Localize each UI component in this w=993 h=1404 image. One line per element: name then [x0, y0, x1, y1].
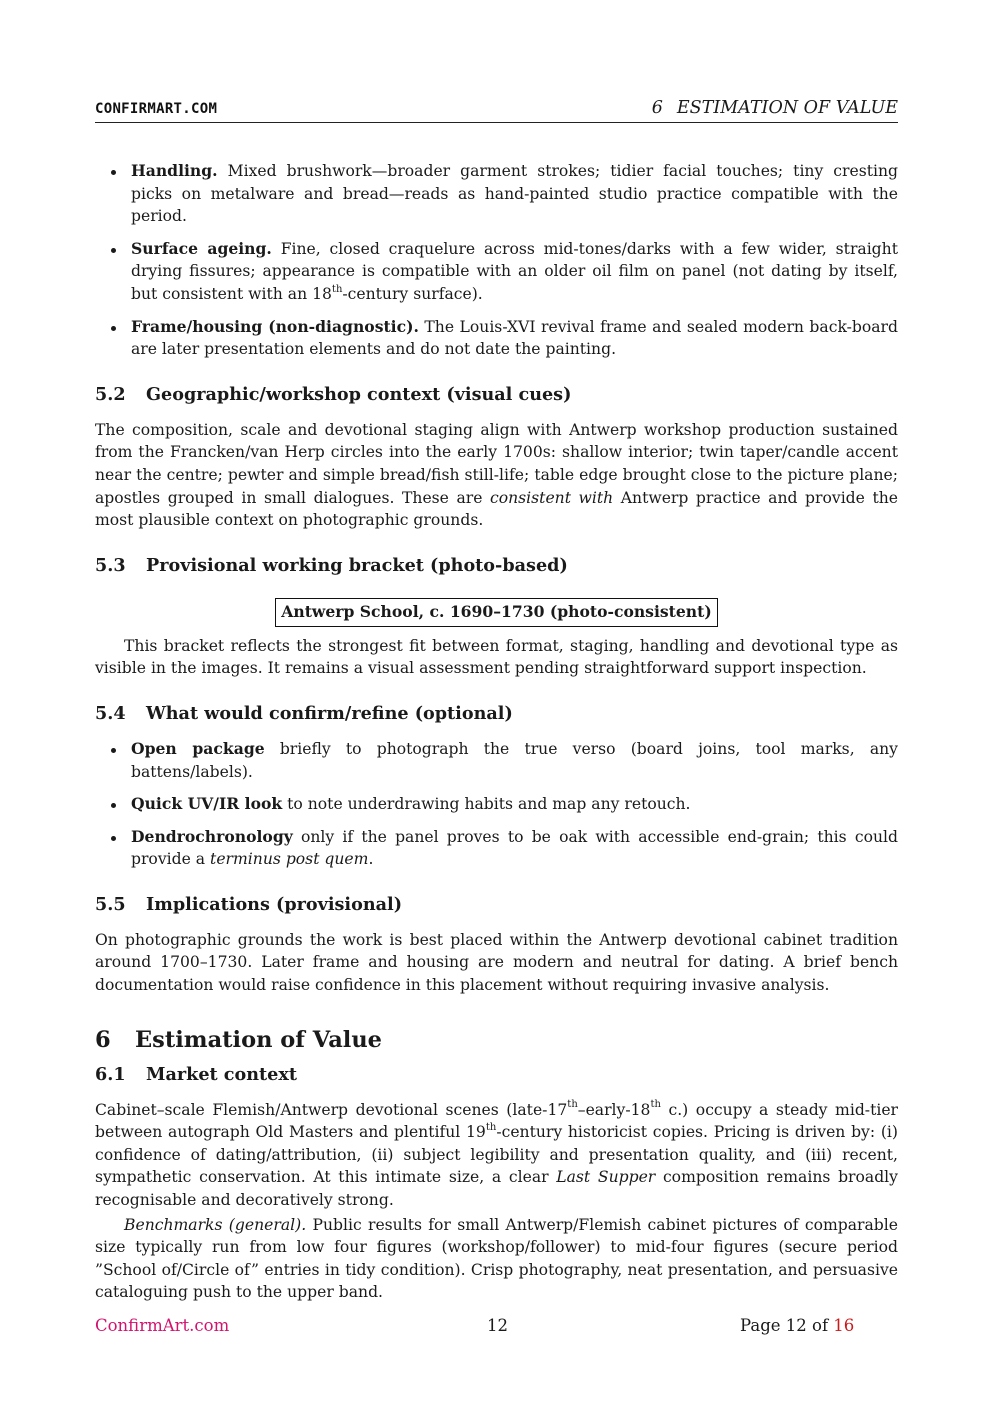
section-heading-5-5 — [95, 893, 898, 917]
superscript: th — [485, 1122, 497, 1134]
section-heading-5-2 — [95, 383, 898, 407]
paragraph — [95, 419, 898, 532]
item-text: to note underdrawing habits and map any retouch. — [282, 795, 691, 814]
superscript: th — [331, 283, 343, 295]
section-title: Market context — [146, 1063, 297, 1085]
superscript: th — [567, 1099, 578, 1111]
running-header — [95, 98, 898, 123]
section-number: 5.3 — [95, 554, 126, 576]
section-title: Estimation of Value — [135, 1026, 382, 1053]
emphasis: terminus post quem — [210, 850, 369, 869]
page-of-label: Page 12 of — [740, 1316, 834, 1335]
text-run: The composition, scale and devotional staging align with Antwerp workshop production sustained from the Francken/van Herp circles into the early 1700s: shallow interior; twin taper/candle accent near the centre; pewter and simple bread/fish still-life; table edge brought close to the picture plane; apostles grouped in small dialogues. These are — [95, 420, 898, 507]
paragraph: This bracket reflects the strongest fit between format, staging, handling and devotional type as visible in the images. It remains a visual assessment pending straightforward support inspection. — [95, 636, 898, 678]
page-total-link[interactable]: 16 — [833, 1316, 855, 1335]
footer-page-number: 12 — [487, 1316, 508, 1335]
section-title: What would confirm/refine (optional) — [146, 702, 513, 724]
item-term: Handling. — [131, 161, 218, 180]
list-item — [95, 238, 898, 306]
item-term: Open package — [131, 738, 265, 758]
item-text: Fine, closed craquelure across mid-tones/darks with a few wider, straight drying fissures; appearance is compatible with an older oil film on panel (not dating by itself, but consistent with an 18 — [131, 239, 898, 303]
emphasis: consistent with — [490, 488, 614, 507]
section-heading-6-1 — [95, 1063, 898, 1087]
text-run: composition remains broadly recognisable and decoratively strong. — [95, 1168, 898, 1210]
section-number: 5.5 — [95, 893, 126, 915]
footer-site-link[interactable]: ConfirmArt.com — [95, 1316, 230, 1335]
item-text: The Louis-XVI revival frame and sealed modern back-board are later presentation elements and do not date the painting. — [131, 317, 898, 359]
list-item — [95, 160, 898, 228]
item-term: Surface ageing. — [131, 238, 272, 258]
bracket-box-wrapper — [95, 598, 898, 627]
section-title: Provisional working bracket (photo-based) — [146, 554, 568, 576]
section-number: 5.2 — [95, 383, 126, 405]
section-heading-6 — [95, 1025, 898, 1055]
superscript: th — [650, 1099, 661, 1111]
text-run: Public results for small Antwerp/Flemish cabinet pictures of comparable size typically run from low four figures (workshop/follower) to mid-four figures (secure period ”School of/Circle of” entries in tidy condition). Crisp photography, neat presentation, and persuasive cataloguing push to the upper band. — [95, 1215, 898, 1302]
text-run: –early-18 — [577, 1100, 651, 1119]
list-item — [95, 316, 898, 361]
section-number: 6.1 — [95, 1063, 126, 1085]
confirm-list — [95, 738, 898, 871]
section-title: Geographic/workshop context (visual cues) — [146, 383, 572, 405]
item-term: Quick UV/IR look — [131, 794, 283, 814]
section-number: 5.4 — [95, 702, 126, 724]
text-run: c.) occupy a steady mid-tier between autograph Old Masters and plentiful 19 — [95, 1100, 899, 1142]
emphasis: Last Supper — [556, 1168, 656, 1187]
observations-list — [95, 160, 898, 361]
confirmart-logo: CONFIRMART.COM — [95, 101, 218, 117]
item-term: Frame/housing (non-diagnostic). — [131, 316, 419, 336]
paragraph — [95, 1214, 898, 1304]
item-text: Mixed brushwork—broader garment strokes; tidier facial touches; tiny cresting picks on metalware and bread—reads as hand-painted studio practice compatible with the period. — [131, 162, 898, 226]
item-text: . — [368, 850, 374, 869]
footer-page-of — [740, 1316, 854, 1335]
paragraph — [95, 1099, 898, 1212]
section-heading-5-3 — [95, 554, 898, 578]
text-run: -century historicist copies. Pricing is driven by: (i) confidence of dating/attribution, (ii) subject legibility and presentation quality, and (iii) recent, sympathetic conservation. At this intimate size, a clear — [95, 1123, 898, 1187]
item-term: Dendrochronology — [131, 826, 293, 846]
text-run: Antwerp practice and provide the most plausible context on photographic grounds. — [95, 488, 898, 530]
bracket-box: Antwerp School, c. 1690–1730 (photo-consistent) — [275, 598, 717, 627]
item-text: only if the panel proves to be oak with accessible end-grain; this could provide a — [131, 827, 898, 869]
list-item — [95, 793, 898, 816]
section-title: Implications (provisional) — [146, 893, 403, 915]
emphasis: Benchmarks (general). — [124, 1215, 307, 1234]
running-section-title — [652, 98, 898, 118]
page-content — [95, 160, 898, 1304]
list-item — [95, 826, 898, 871]
running-section-number: 6 — [651, 98, 663, 118]
section-number: 6 — [95, 1026, 111, 1053]
paragraph: On photographic grounds the work is best placed within the Antwerp devotional cabinet tradition around 1700–1730. Later frame and housing are modern and neutral for dating. A brief bench documentation would raise confidence in this placement without requiring invasive analysis. — [95, 930, 898, 995]
text-run: Cabinet–scale Flemish/Antwerp devotional scenes (late-17 — [95, 1100, 568, 1119]
list-item — [95, 738, 898, 783]
running-section-name: ESTIMATION OF VALUE — [676, 98, 898, 118]
section-heading-5-4 — [95, 702, 898, 726]
item-text: briefly to photograph the true verso (board joins, tool marks, any battens/labels). — [131, 739, 898, 781]
item-text: -century surface). — [342, 284, 483, 303]
